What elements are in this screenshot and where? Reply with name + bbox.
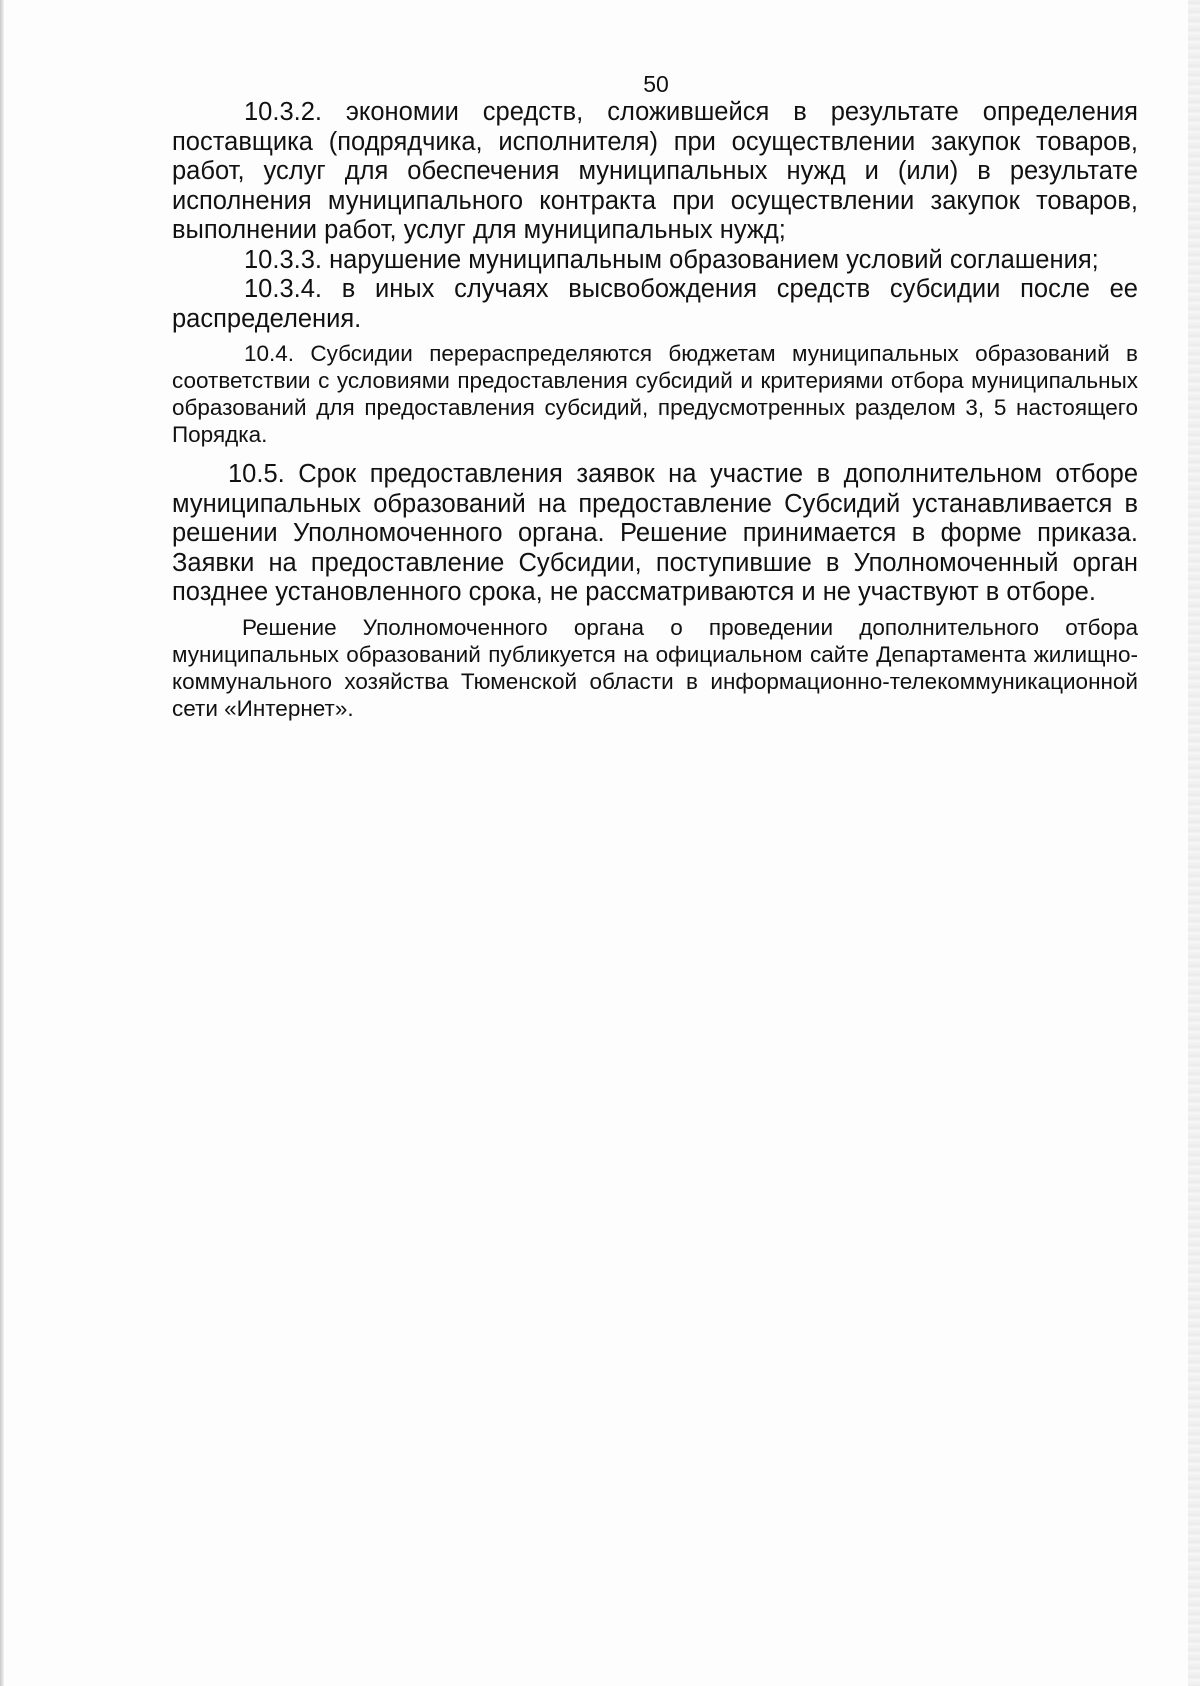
paragraph-10-5: 10.5. Срок предоставления заявок на участие в дополнительном отборе муниципальных образований на предоставление Субсидий устанавливается в решении Уполномоченного органа. Решение принимается в форме приказа. Заявки на предоставление Субсидии, поступившие в Уполномоченный орган позднее установленного срока, не рассматриваются и не участвуют в отборе.: [172, 460, 1138, 606]
paragraph-10-4: 10.4. Субсидии перераспределяются бюджетам муниципальных образований в соответствии с условиями предоставления субсидий и критериями отбора муниципальных образований для предоставления субсидий, предусмотренных разделом 3, 5 настоящего Порядка.: [172, 341, 1138, 447]
scan-edge-left: [0, 0, 4, 1686]
document-body: [172, 98, 1138, 722]
paragraph-10-3-4: 10.3.4. в иных случаях высвобождения средств субсидии после ее распределения.: [172, 275, 1138, 333]
paragraph-decision: Решение Уполномоченного органа о проведении дополнительного отбора муниципальных образований публикуется на официальном сайте Департамента жилищно-коммунального хозяйства Тюменской области в информационно-телекоммуникационной сети «Интернет».: [172, 614, 1138, 721]
scan-edge-right: [1188, 0, 1200, 1686]
paragraph-10-3-3: 10.3.3. нарушение муниципальным образованием условий соглашения;: [244, 245, 1099, 274]
page-number: 50: [643, 71, 669, 97]
paragraph-10-3-2: 10.3.2. экономии средств, сложившейся в результате определения поставщика (подрядчика, исполнителя) при осуществлении закупок товаров, работ, услуг для обеспечения муниципальных нужд и (или) в результате исполнения муниципального контракта при осуществлении закупок товаров, выполнении работ, услуг для муниципальных нужд;: [172, 98, 1138, 244]
